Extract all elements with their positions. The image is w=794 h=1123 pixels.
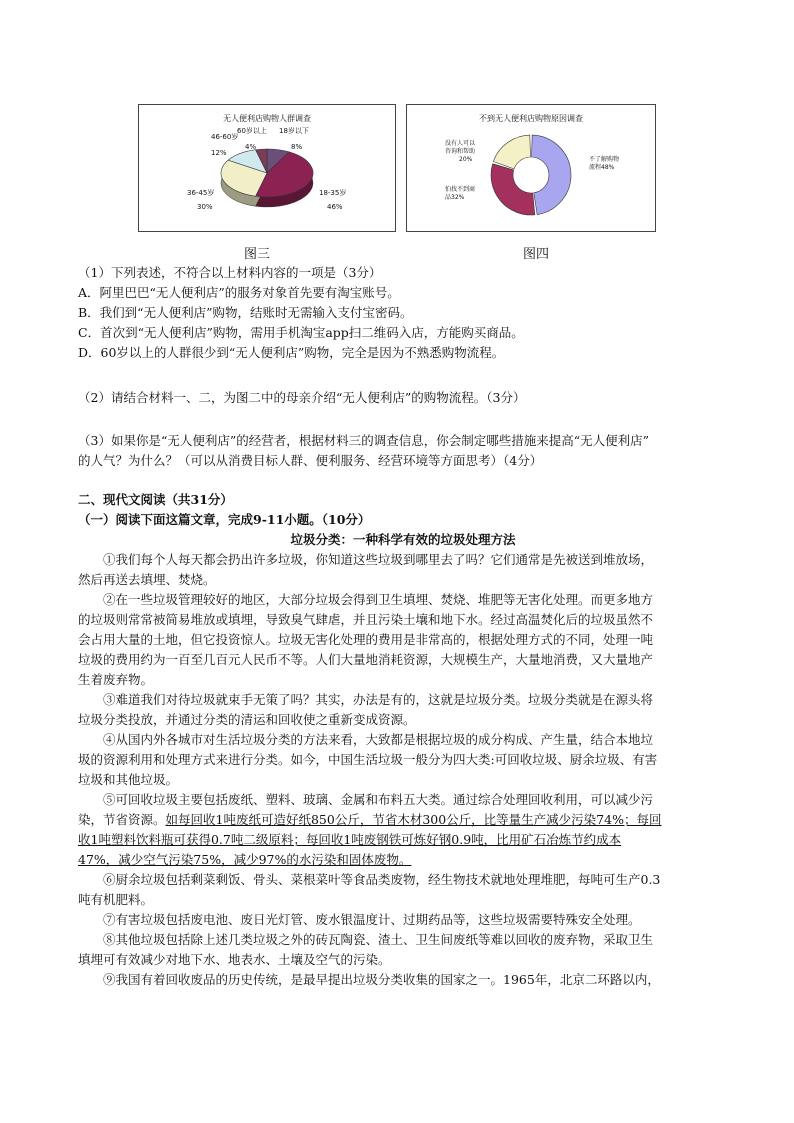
question-3-block [78, 431, 728, 471]
option-d: D．60岁以上的人群很少到“无人便利店”购物，完全是因为不熟悉购物流程。 [78, 345, 505, 360]
reading-section [78, 490, 728, 990]
figure-4-slice-1 [491, 164, 535, 215]
figure-3-svg [139, 105, 395, 231]
label-no-help-2: 咨询和帮助 [445, 148, 476, 155]
label-under18: 18岁以下 [279, 127, 309, 135]
question-2: （2）请结合材料一、二，为图二中的母亲介绍“无人便利店”的购物流程。（3分） [78, 390, 526, 405]
question-3-line-2: 的人气？为什么？（可以从消费目标人群、便利服务、经营环境等方面思考）（4分） [78, 453, 543, 468]
figure-3-slices [221, 149, 313, 207]
figure-4-slices [491, 135, 571, 215]
figure-4-slice-2 [493, 135, 530, 169]
value-36-45: 30% [197, 203, 213, 211]
paragraph-1-line-2: 然后再送去填埋、焚烧。 [78, 572, 216, 587]
option-b: B．我们到“无人便利店”购物，结账时无需输入支付宝密码。 [78, 305, 413, 320]
figure-4-caption: 图四 [523, 247, 550, 262]
paragraph-1-line-1: ①我们每个人每天都会扔出许多垃圾，你知道这些垃圾到哪里去了吗？它们通常是先被送到堆放场， [103, 552, 654, 567]
option-c: C．首次到“无人便利店”购物，需用手机淘宝app扫二维码入店，方能购买商品。 [78, 325, 524, 340]
figure-3-caption: 图三 [244, 247, 271, 262]
label-60plus: 60岁以上 [237, 127, 267, 135]
paragraph-8-line-1: ⑧其他垃圾包括除上述几类垃圾之外的砖瓦陶瓷、渣土、卫生间废纸等难以回收的废弃物，采取卫生 [103, 932, 654, 947]
option-a: A．阿里巴巴“无人便利店”的服务对象首先要有淘宝账号。 [78, 285, 400, 300]
paragraph-5-line-2 [78, 810, 728, 830]
paragraph-2-line-5: 生着废弃物。 [78, 672, 154, 687]
paragraph-6-line-2: 吨有机肥料。 [78, 892, 154, 907]
label-unfamiliar-2: 流程48% [589, 164, 615, 171]
label-46-60: 46-60岁 [211, 133, 239, 141]
paragraph-9: ⑨我国有着回收废品的历史传统，是最早提出垃圾分类收集的国家之一。1965年，北京二环路以内， [103, 972, 660, 987]
question-3-line-1: （3）如果你是“无人便利店”的经营者，根据材料三的调查信息，你会制定哪些措施来提高“无人便利店” [78, 433, 650, 448]
paragraph-5-underlined-3: 47%，减少空气污染75%，减少97%的水污染和固体废物。 [78, 852, 412, 867]
label-cant-find-1: 怕找不到商 [445, 186, 476, 193]
label-no-help-1: 没有人可以 [445, 140, 476, 147]
paragraph-3-line-1: ③难道我们对待垃圾就束手无策了吗？其实，办法是有的，这就是垃圾分类。垃圾分类就是在源头将 [103, 692, 654, 707]
value-60plus: 4% [245, 143, 257, 151]
figure-3-title: 无人便利店购物人群调查 [223, 114, 311, 123]
questions-block [78, 263, 728, 363]
label-cant-find-2: 品32% [445, 194, 465, 201]
figure-4-donut-chart [406, 104, 656, 232]
figure-4-slice-0 [532, 135, 571, 214]
value-18-35: 46% [327, 203, 343, 211]
figure-4-title: 不到无人便利店购物原因调查 [479, 114, 583, 123]
label-unfamiliar-1: 不了解购物 [589, 156, 620, 163]
section-heading: 二、现代文阅读（共31分） [78, 492, 233, 507]
paragraph-3-line-2: 垃圾分类投放，并通过分类的清运和回收使之重新变成资源。 [78, 712, 416, 727]
label-36-45: 36-45岁 [187, 189, 215, 197]
paragraph-8-line-2: 填埋可有效减少对地下水、地表水、土壤及空气的污染。 [78, 952, 391, 967]
paragraph-7: ⑦有害垃圾包括废电池、废日光灯管、废水银温度计、过期药品等，这些垃圾需要特殊安全处理。 [103, 912, 641, 927]
paragraph-5-line-1: ⑤可回收垃圾主要包括废纸、塑料、玻璃、金属和布料五大类。通过综合处理回收利用，可以减少污 [103, 792, 654, 807]
label-18-35: 18-35岁 [319, 189, 347, 197]
value-under18: 8% [291, 143, 303, 151]
paragraph-2-line-4: 垃圾的费用约为一百至几百元人民币不等。人们大量地消耗资源，大规模生产，大量地消费，又大量地产 [78, 652, 654, 667]
paragraph-5-underlined-2: 收1吨塑料饮料瓶可获得0.7吨二级原料；每回收1吨废钢铁可炼好钢0.9吨，比用矿石冶炼节约成本 [78, 832, 622, 847]
question-2-block [78, 388, 728, 408]
paragraph-4-line-2: 圾的资源利用和处理方式来进行分类。如今，中国生活垃圾一般分为四大类:可回收垃圾、厨余垃圾、有害 [78, 752, 658, 767]
article-title: 垃圾分类：一种科学有效的垃圾处理方法 [290, 532, 516, 547]
paragraph-2-line-2: 的垃圾则常常被简易堆放或填埋，导致臭气肆虐，并且污染土壤和地下水。经过高温焚化后的垃圾虽然不 [78, 612, 654, 627]
paragraph-6-line-1: ⑥厨余垃圾包括剩菜剩饭、骨头、菜根菜叶等食品类废物，经生物技术就地处理堆肥，每吨可生产0.3 [103, 872, 661, 887]
paragraph-5-underlined-1: 如每回收1吨废纸可造好纸850公斤，节省木材300公斤，比等量生产减少污染74%；每回 [165, 812, 662, 827]
figure-3-pie-chart [138, 104, 396, 232]
figure-4-svg [407, 105, 655, 231]
paragraph-2-line-3: 会占用大量的土地，但它投资惊人。垃圾无害化处理的费用是非常高的，根据处理方式的不同，处理一吨 [78, 632, 654, 647]
paragraph-2-line-1: ②在一些垃圾管理较好的地区，大部分垃圾会得到卫生填埋、焚烧、堆肥等无害化处理。而更多地方 [103, 592, 654, 607]
question-1: （1）下列表述，不符合以上材料内容的一项是（3分） [78, 265, 382, 280]
value-46-60: 12% [211, 149, 227, 157]
section-subheading: （一）阅读下面这篇文章，完成9-11小题。（10分） [78, 512, 371, 527]
label-no-help-3: 20% [459, 156, 473, 163]
paragraph-5-plain: 染，节省资源。 [78, 812, 166, 827]
paragraph-4-line-1: ④从国内外各城市对生活垃圾分类的方法来看，大致都是根据垃圾的成分构成、产生量，结合本地垃 [103, 732, 654, 747]
paragraph-4-line-3: 垃圾和其他垃圾。 [78, 772, 179, 787]
